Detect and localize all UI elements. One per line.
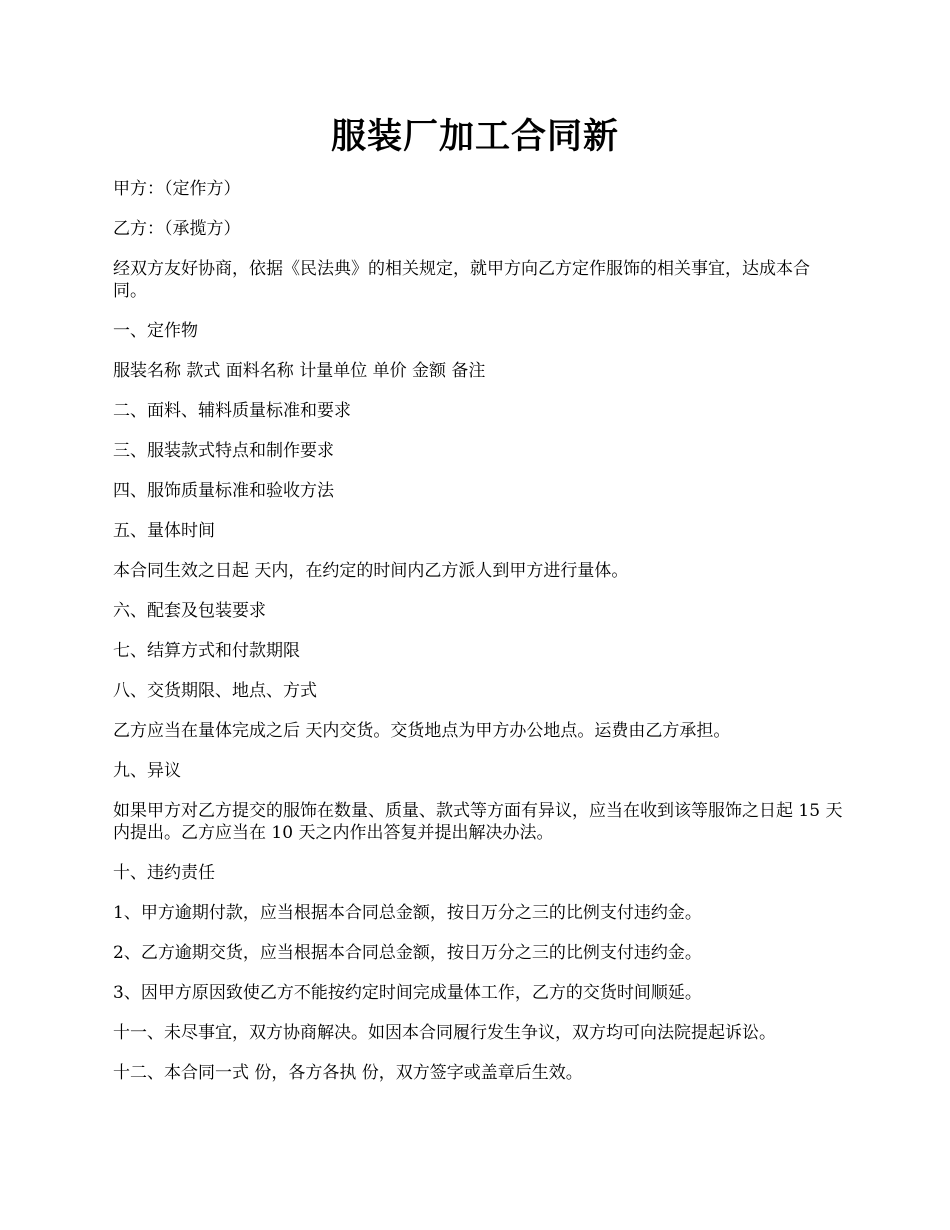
section-heading-8: 八、交货期限、地点、方式	[113, 681, 317, 701]
liability-item-2: 2、乙方逾期交货，应当根据本合同总金额，按日万分之三的比例支付违约金。	[113, 943, 702, 963]
section-heading-5: 五、量体时间	[113, 521, 215, 541]
section-heading-9: 九、异议	[113, 761, 181, 781]
delivery-paragraph: 乙方应当在量体完成之后 天内交货。交货地点为甲方办公地点。运费由乙方承担。	[113, 721, 731, 741]
objection-paragraph: 如果甲方对乙方提交的服饰在数量、质量、款式等方面有异议，应当在收到该等服饰之日起 15 天内提出。乙方应当在 10 天之内作出答复并提出解决办法。	[113, 801, 843, 843]
document-title: 服装厂加工合同新	[330, 116, 619, 157]
liability-item-1: 1、甲方逾期付款，应当根据本合同总金额，按日万分之三的比例支付违约金。	[113, 903, 702, 923]
document-body	[113, 178, 843, 1102]
section-heading-4: 四、服饰质量标准和验收方法	[113, 481, 334, 501]
liability-item-3: 3、因甲方原因致使乙方不能按约定时间完成量体工作，乙方的交货时间顺延。	[113, 983, 702, 1003]
section-heading-10: 十、违约责任	[113, 863, 215, 883]
measurement-paragraph: 本合同生效之日起 天内，在约定的时间内乙方派人到甲方进行量体。	[113, 561, 629, 581]
party-b-line: 乙方：（承揽方）	[113, 219, 241, 239]
party-a-line: 甲方：（定作方）	[113, 179, 241, 199]
section-heading-3: 三、服装款式特点和制作要求	[113, 441, 334, 461]
preamble-paragraph: 经双方友好协商，依据《民法典》的相关规定，就甲方向乙方定作服饰的相关事宜，达成本合同。	[113, 259, 810, 301]
section-12-paragraph: 十二、本合同一式 份，各方各执 份，双方签字或盖章后生效。	[113, 1063, 583, 1083]
section-heading-2: 二、面料、辅料质量标准和要求	[113, 401, 351, 421]
section-heading-7: 七、结算方式和付款期限	[113, 641, 300, 661]
section-11-paragraph: 十一、未尽事宜，双方协商解决。如因本合同履行发生争议，双方均可向法院提起诉讼。	[113, 1023, 776, 1043]
section-heading-1: 一、定作物	[113, 321, 198, 341]
item-columns-line: 服装名称 款式 面料名称 计量单位 单价 金额 备注	[113, 361, 486, 381]
section-heading-6: 六、配套及包装要求	[113, 601, 266, 621]
